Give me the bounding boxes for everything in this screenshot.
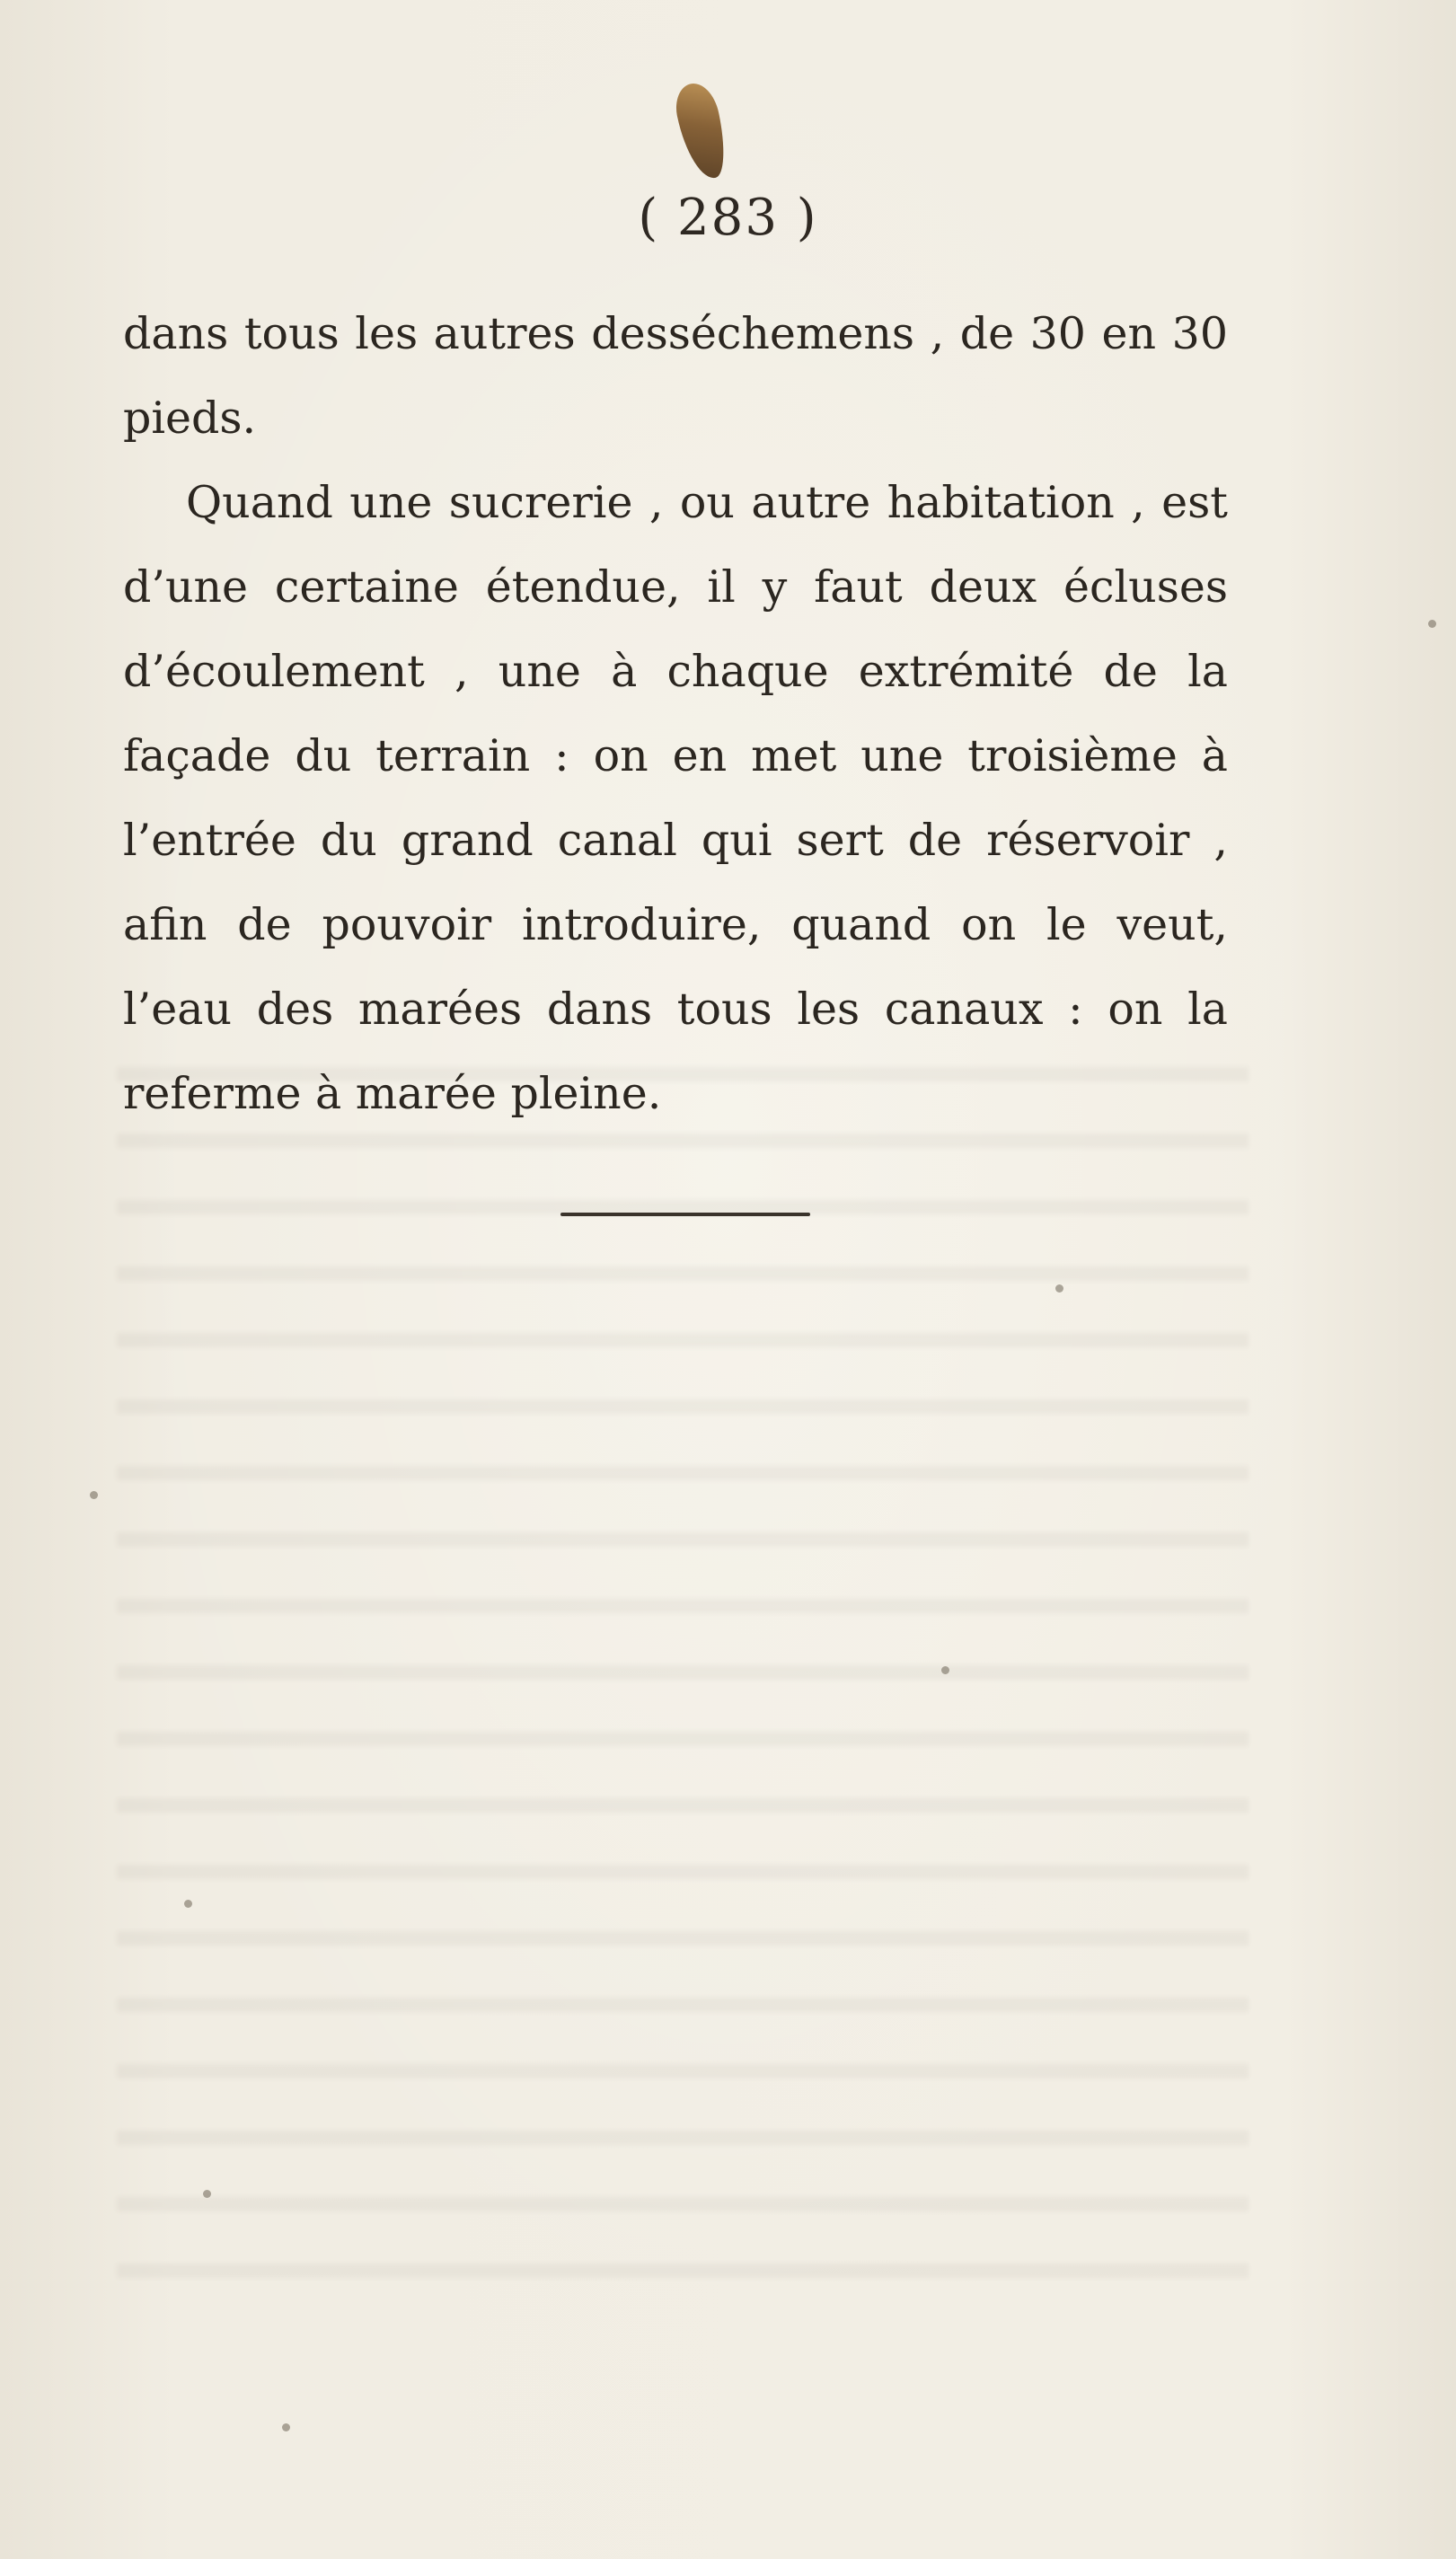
paper-speck xyxy=(184,1900,192,1908)
bleed-through-text xyxy=(117,1015,1249,2317)
paper-speck xyxy=(1428,620,1436,628)
paper-speck xyxy=(941,1666,949,1674)
paragraph-2: Quand une sucrerie , ou autre habitation , est d’une certaine étendue, il y faut deux écluses d’écoulement , une à chaque extrémité de la façade du terrain : on en met une troisième à l’entrée du grand canal qui sert de réservoir , afin de pouvoir introduire, quand on le veut, l’eau des marées dans tous les canaux : on la referme à marée pleine. xyxy=(123,477,1228,1119)
paper-speck xyxy=(1055,1284,1063,1293)
paper-speck xyxy=(90,1491,98,1499)
paragraph-1: dans tous les autres desséchemens , de 30 en 30 pieds. xyxy=(123,308,1228,444)
paper-speck xyxy=(203,2190,211,2198)
page-number: ( 283 ) xyxy=(638,189,818,247)
ink-stain xyxy=(671,79,731,182)
section-rule xyxy=(560,1213,810,1216)
paper-speck xyxy=(282,2423,290,2431)
body-text xyxy=(123,292,1228,1136)
